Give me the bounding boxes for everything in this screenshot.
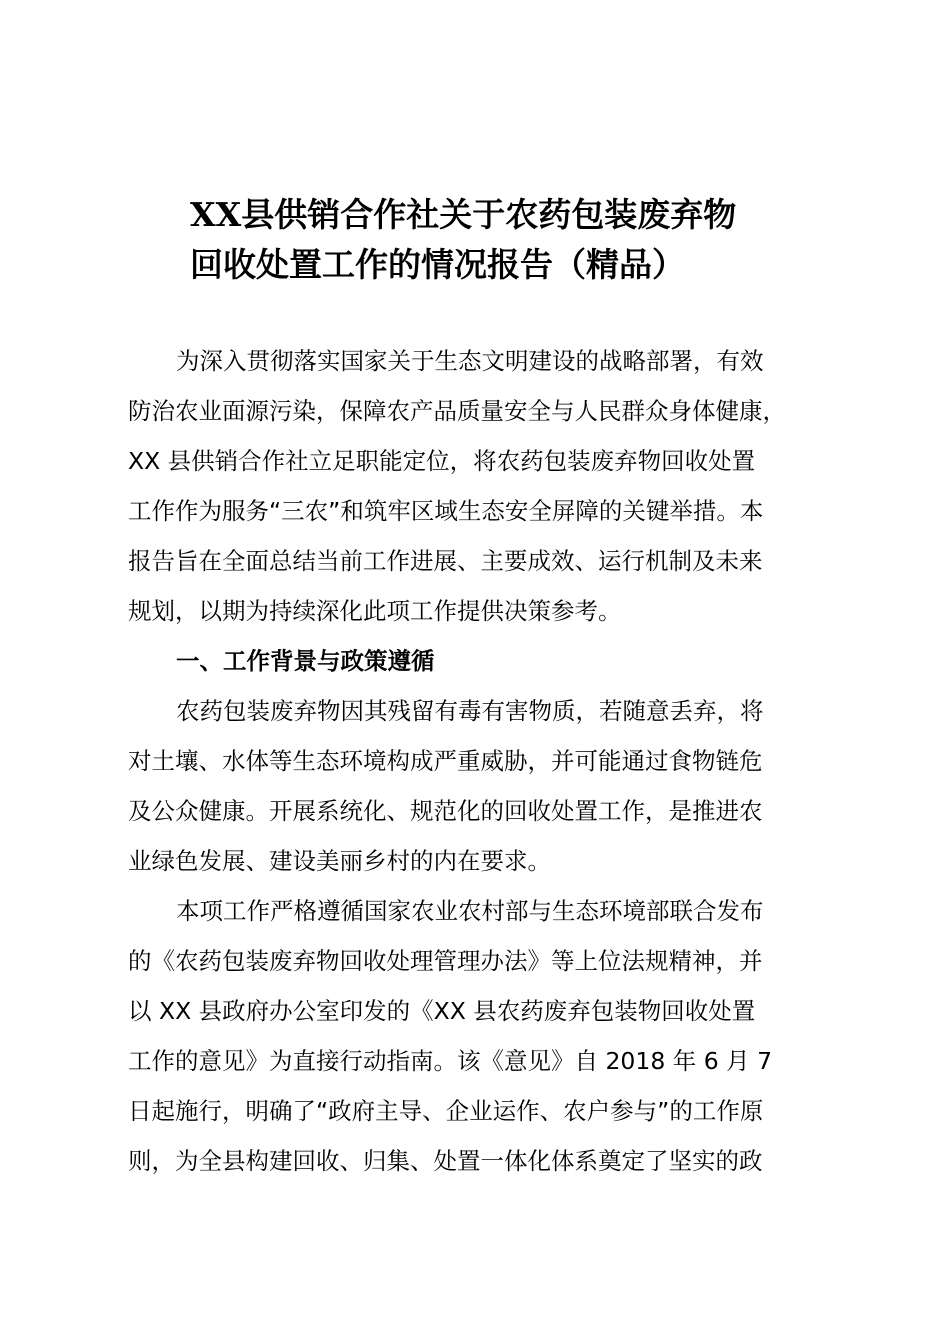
paragraph-line: 本项工作严格遵循国家农业农村部与生态环境部联合发布 xyxy=(176,897,764,925)
title-line-2: 回收处置工作的情况报告（精品） xyxy=(190,245,685,284)
paragraph-line: 日起施行，明确了“政府主导、企业运作、农户参与”的工作原 xyxy=(128,1097,764,1125)
paragraph-line: 规划，以期为持续深化此项工作提供决策参考。 xyxy=(128,597,622,625)
document-title xyxy=(190,190,850,290)
paragraph-line: 农药包装废弃物因其残留有毒有害物质，若随意丢弃，将 xyxy=(176,697,764,725)
paragraph-line: 对土壤、水体等生态环境构成严重威胁，并可能通过食物链危 xyxy=(128,747,763,775)
paragraph-line: 的《农药包装废弃物回收处理管理办法》等上位法规精神，并 xyxy=(128,947,763,975)
title-line-1: XX县供销合作社关于农药包装废弃物 xyxy=(190,195,737,234)
document-body xyxy=(128,336,828,1186)
paragraph-line: 业绿色发展、建设美丽乡村的内在要求。 xyxy=(128,847,551,875)
paragraph-line: 工作的意见》为直接行动指南。该《意见》自 2018 年 6 月 7 xyxy=(128,1047,773,1075)
paragraph-policy xyxy=(128,886,828,1186)
paragraph-line: 及公众健康。开展系统化、规范化的回收处置工作，是推进农 xyxy=(128,797,763,825)
paragraph-line: 则，为全县构建回收、归集、处置一体化体系奠定了坚实的政 xyxy=(128,1147,763,1175)
paragraph-line: XX 县供销合作社立足职能定位，将农药包装废弃物回收处置 xyxy=(128,447,756,475)
paragraph-line: 工作作为服务“三农”和筑牢区域生态安全屏障的关键举措。本 xyxy=(128,497,764,525)
paragraph-background xyxy=(128,686,828,886)
paragraph-line: 以 XX 县政府办公室印发的《XX 县农药废弃包装物回收处置 xyxy=(128,997,756,1025)
paragraph-line: 报告旨在全面总结当前工作进展、主要成效、运行机制及未来 xyxy=(128,547,763,575)
section-heading-1: 一、工作背景与政策遵循 xyxy=(176,647,435,675)
paragraph-line: 为深入贯彻落实国家关于生态文明建设的战略部署，有效 xyxy=(176,347,764,375)
paragraph-intro xyxy=(128,336,828,636)
paragraph-line: 防治农业面源污染，保障农产品质量安全与人民群众身体健康， xyxy=(128,397,786,425)
